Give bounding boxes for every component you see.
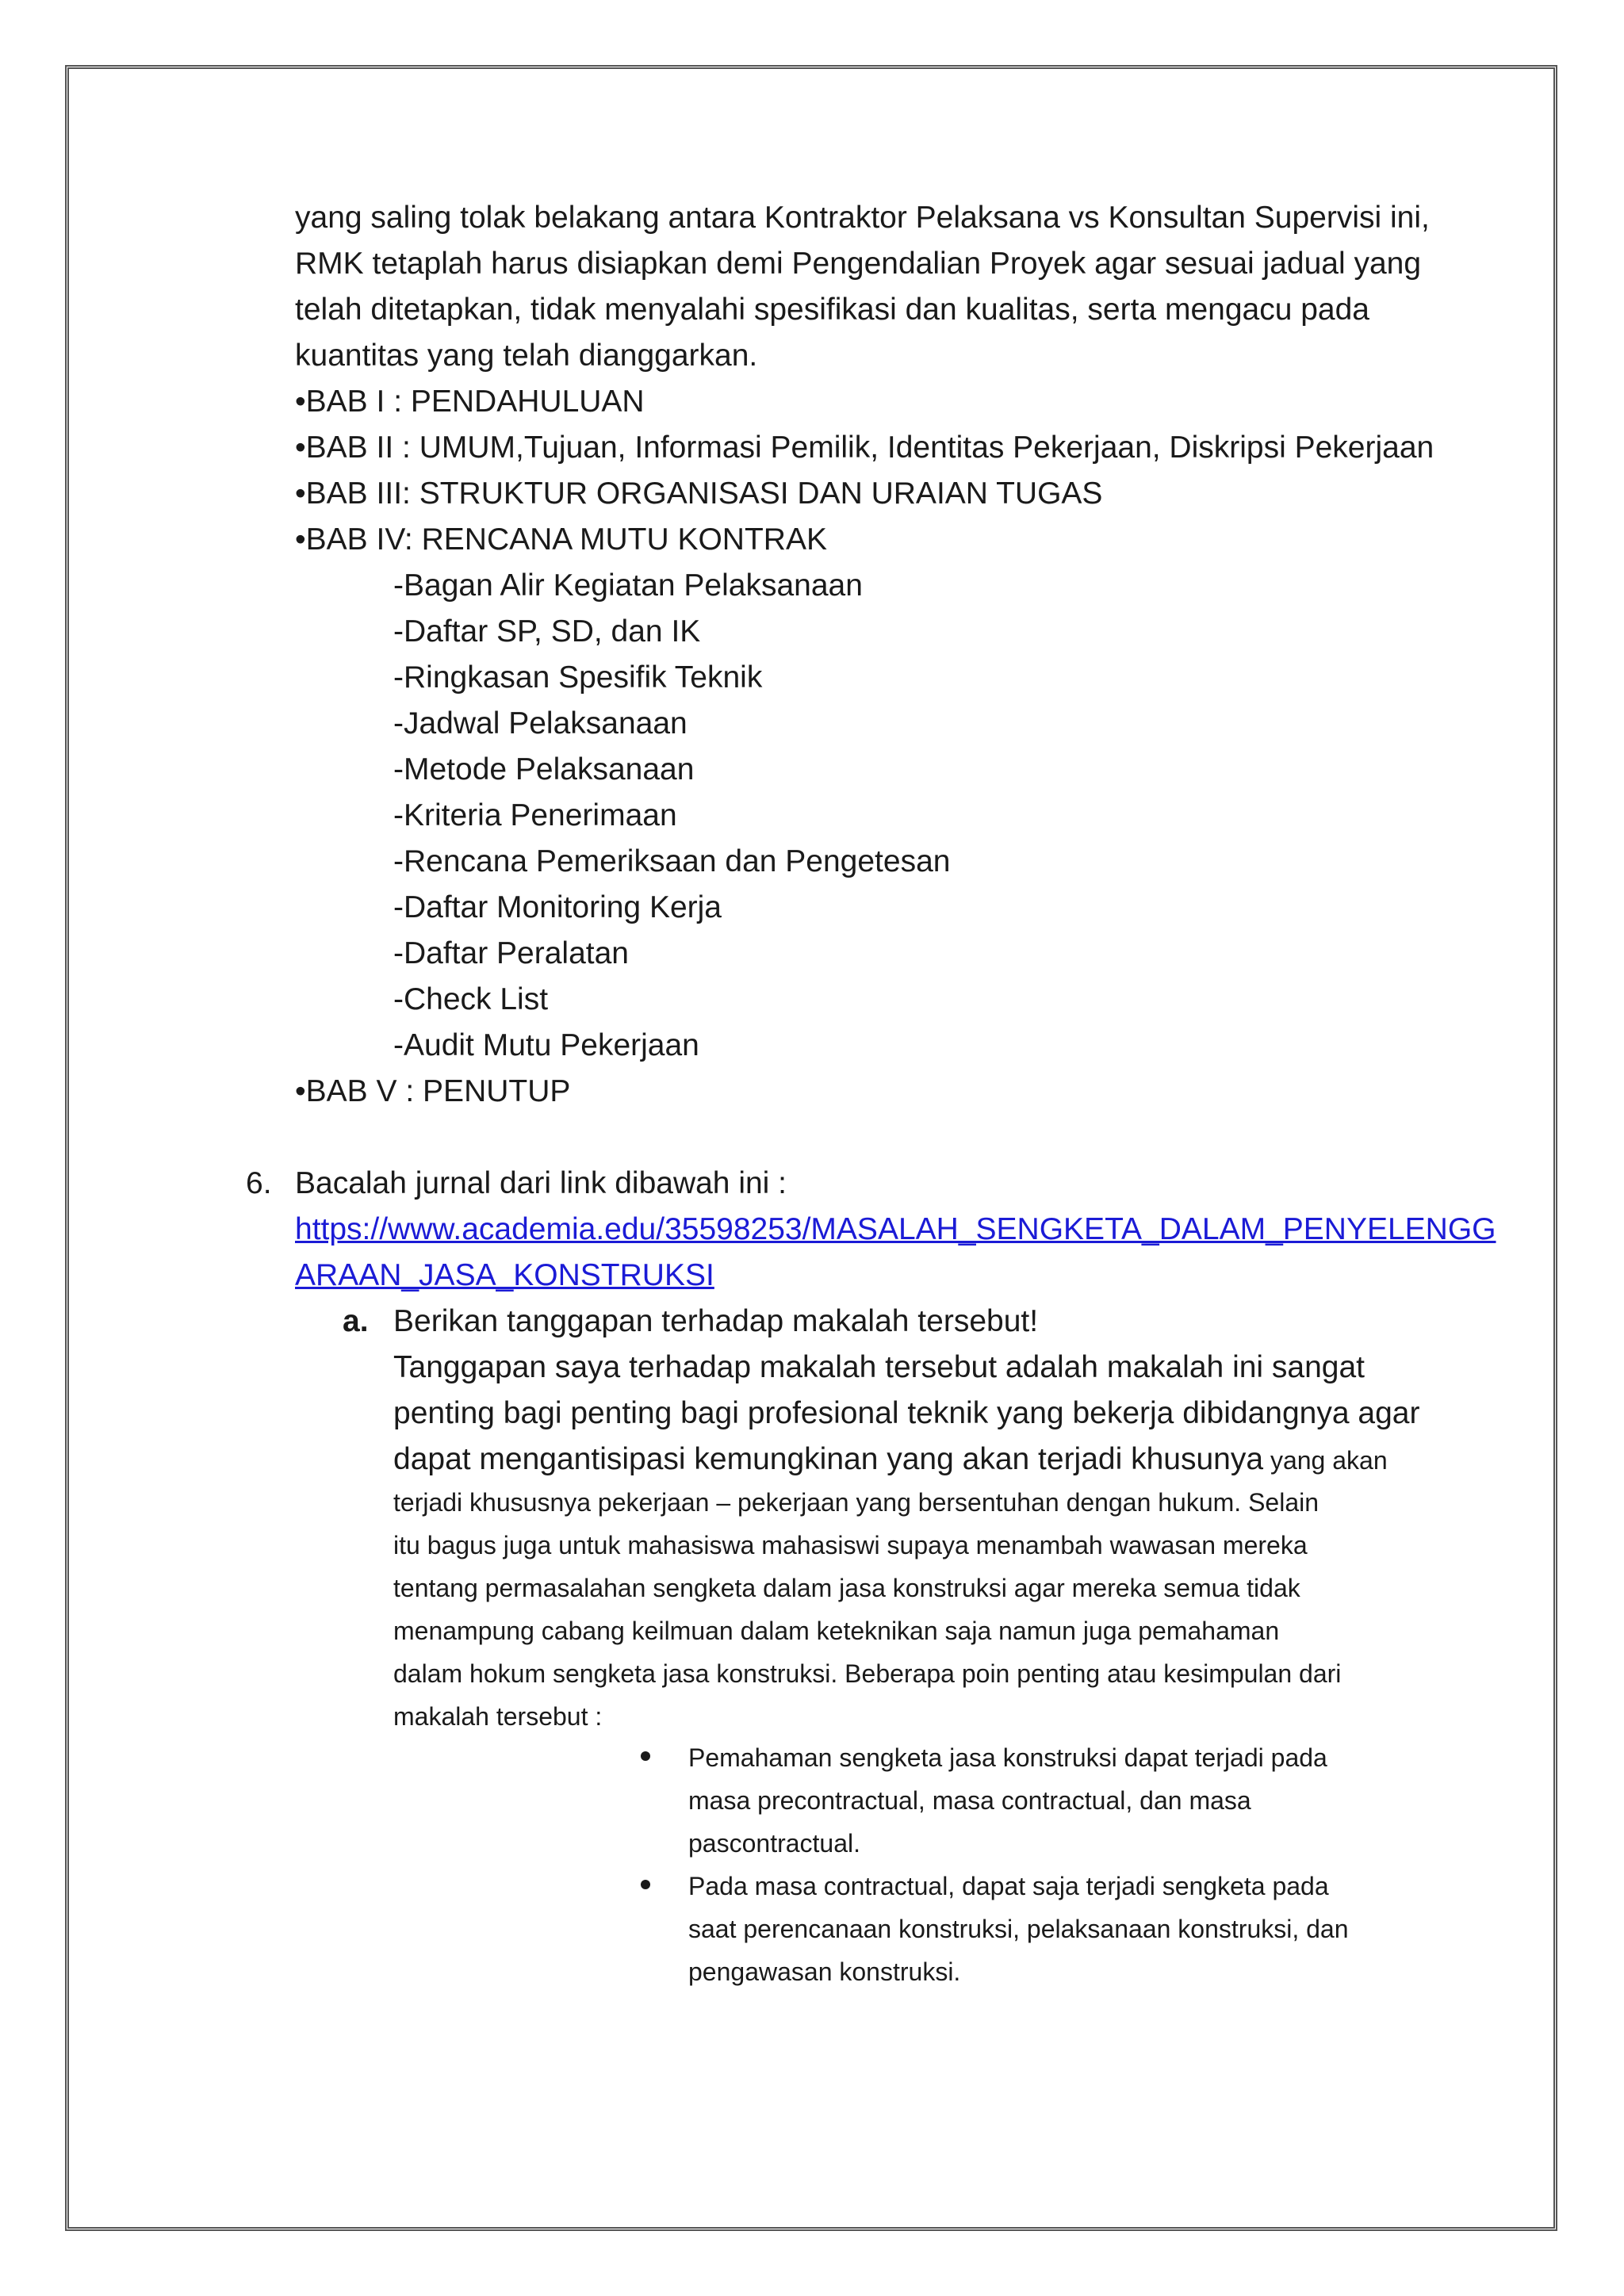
bullet-line: pengawasan konstruksi. [688,1957,961,1986]
answer-line: penting bagi penting bagi profesional teknik yang bekerja dibidangnya agar [393,1396,1420,1430]
sub-item: -Metode Pelaksanaan [393,752,695,786]
answer-line-small: itu bagus juga untuk mahasiswa mahasiswi supaya menambah wawasan mereka [393,1531,1308,1559]
sub-item: -Kriteria Penerimaan [393,798,677,832]
answer-mixed-large: dapat mengantisipasi kemungkinan yang akan terjadi khusunya [393,1442,1264,1476]
sub-item: -Daftar SP, SD, dan IK [393,614,701,649]
chapter-bab-2: •BAB II : UMUM,Tujuan, Informasi Pemilik, Identitas Pekerjaan, Diskripsi Pekerjaan [295,430,1434,465]
bullet-line: saat perencanaan konstruksi, pelaksanaan konstruksi, dan [688,1915,1349,1943]
sub-question-text: Berikan tanggapan terhadap makalah tersebut! [393,1304,1039,1338]
bullet-line: pascontractual. [688,1829,861,1858]
sub-item: -Bagan Alir Kegiatan Pelaksanaan [393,568,863,603]
chapter-bab-5: •BAB V : PENUTUP [295,1074,571,1108]
sub-item: -Ringkasan Spesifik Teknik [393,660,763,695]
journal-link-line-2[interactable]: ARAAN_JASA_KONSTRUKSI [295,1258,714,1292]
answer-line-mixed [393,1437,1388,1483]
bullet-line: Pemahaman sengketa jasa konstruksi dapat terjadi pada [688,1743,1327,1772]
answer-line-small: menampung cabang keilmuan dalam keteknikan saja namun juga pemahaman [393,1617,1280,1645]
answer-line-small: terjadi khususnya pekerjaan – pekerjaan yang bersentuhan dengan hukum. Selain [393,1488,1320,1517]
answer-mixed-small: yang akan [1263,1446,1388,1475]
bullet-dot-icon [641,1751,650,1761]
chapter-bab-1: •BAB I : PENDAHULUAN [295,385,645,419]
sub-item: -Jadwal Pelaksanaan [393,706,688,740]
sub-item: -Check List [393,982,549,1016]
intro-line-4: kuantitas yang telah dianggarkan. [295,339,758,373]
answer-line: Tanggapan saya terhadap makalah tersebut adalah makalah ini sangat [393,1350,1365,1384]
answer-line-small: dalam hokum sengketa jasa konstruksi. Beberapa poin penting atau kesimpulan dari [393,1659,1342,1688]
bullet-line: masa precontractual, masa contractual, dan masa [688,1786,1251,1815]
intro-line-1: yang saling tolak belakang antara Kontraktor Pelaksana vs Konsultan Supervisi ini, [295,201,1430,235]
bullet-dot-icon [641,1880,650,1889]
sub-item: -Daftar Monitoring Kerja [393,890,722,924]
bullet-line: Pada masa contractual, dapat saja terjadi sengketa pada [688,1872,1329,1900]
answer-line-small: tentang permasalahan sengketa dalam jasa konstruksi agar mereka semua tidak [393,1574,1300,1602]
intro-line-2: RMK tetaplah harus disiapkan demi Pengendalian Proyek agar sesuai jadual yang [295,247,1422,281]
journal-link-line-1[interactable]: https://www.academia.edu/35598253/MASALAH_SENGKETA_DALAM_PENYELENGG [295,1212,1496,1246]
question-text: Bacalah jurnal dari link dibawah ini : [295,1166,787,1200]
intro-line-3: telah ditetapkan, tidak menyalahi spesifikasi dan kualitas, serta mengacu pada [295,293,1369,327]
sub-item: -Daftar Peralatan [393,936,629,970]
answer-line-small: makalah tersebut : [393,1702,603,1731]
sub-question-label: a. [343,1304,369,1338]
chapter-bab-4: •BAB IV: RENCANA MUTU KONTRAK [295,522,827,557]
question-number: 6. [246,1166,272,1200]
sub-item: -Rencana Pemeriksaan dan Pengetesan [393,844,951,878]
sub-item: -Audit Mutu Pekerjaan [393,1028,699,1062]
chapter-bab-3: •BAB III: STRUKTUR ORGANISASI DAN URAIAN TUGAS [295,476,1103,511]
